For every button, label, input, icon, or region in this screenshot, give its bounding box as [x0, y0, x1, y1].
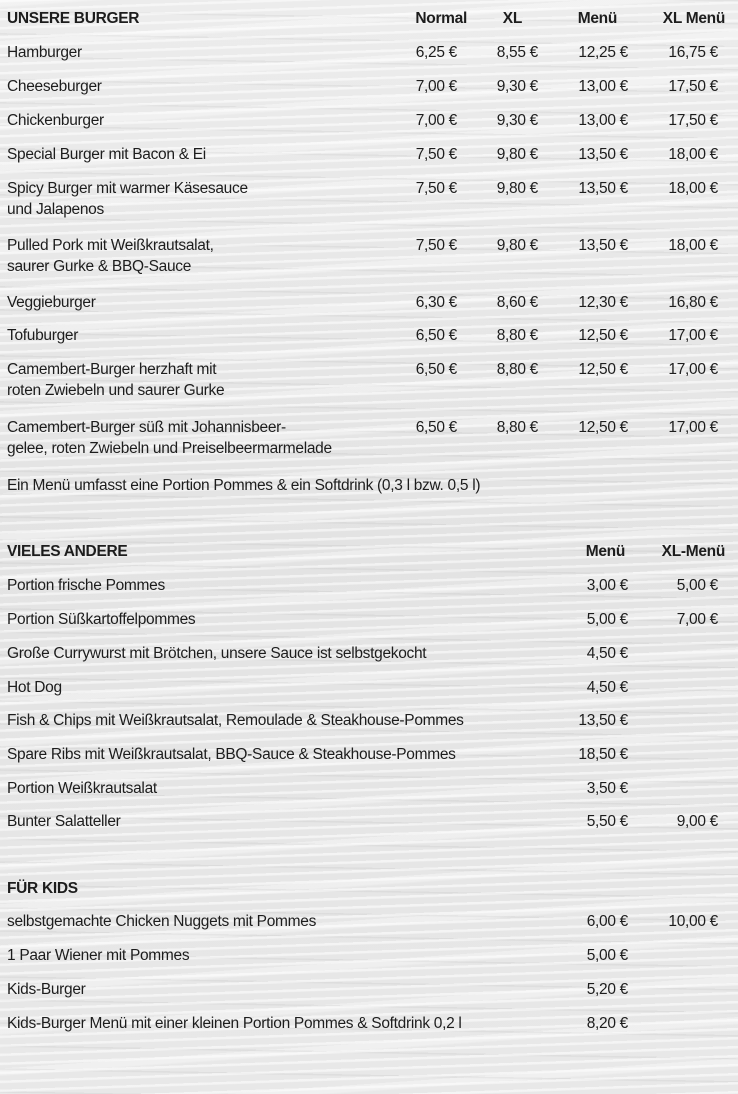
price-xl-menu: 5,00 €	[676, 577, 718, 594]
price-menu: 5,50 €	[586, 813, 628, 830]
price-menu: 5,00 €	[586, 611, 628, 628]
item-name: Hamburger	[7, 44, 82, 61]
header-normal: Normal	[415, 10, 467, 27]
price-xl-menu: 7,00 €	[676, 611, 718, 628]
price-xl-menu: 10,00 €	[668, 913, 718, 930]
price-xl-menu: 18,00 €	[668, 146, 718, 163]
price-normal: 6,25 €	[415, 44, 457, 61]
price-normal: 7,00 €	[415, 112, 457, 129]
item-name: Hot Dog	[7, 679, 62, 696]
price-menu: 12,50 €	[578, 419, 628, 436]
item-name: Pulled Pork mit Weißkrautsalat,	[7, 237, 214, 254]
price-menu: 12,30 €	[578, 294, 628, 311]
price-menu: 3,50 €	[586, 780, 628, 797]
burger-section-title: UNSERE BURGER	[7, 10, 140, 27]
item-name: Bunter Salatteller	[7, 813, 121, 830]
price-normal: 7,50 €	[415, 146, 457, 163]
price-xl: 9,80 €	[496, 237, 538, 254]
price-xl: 8,80 €	[496, 361, 538, 378]
price-normal: 6,50 €	[415, 419, 457, 436]
item-name: Große Currywurst mit Brötchen, unsere Sauce ist selbstgekocht	[7, 645, 427, 662]
item-name: selbstgemachte Chicken Nuggets mit Pommes	[7, 913, 317, 930]
price-normal: 6,50 €	[415, 327, 457, 344]
header-xl-menu: XL-Menü	[661, 543, 725, 560]
price-xl-menu: 17,50 €	[668, 78, 718, 95]
item-name: Tofuburger	[7, 327, 79, 344]
item-name: Spicy Burger mit warmer Käsesauce	[7, 180, 248, 197]
price-xl-menu: 18,00 €	[668, 237, 718, 254]
item-name: Fish & Chips mit Weißkrautsalat, Remoulade & Steakhouse-Pommes	[7, 712, 464, 729]
header-xl: XL	[502, 10, 522, 27]
price-xl: 9,30 €	[496, 78, 538, 95]
price-xl: 8,55 €	[496, 44, 538, 61]
price-menu: 8,20 €	[586, 1015, 628, 1032]
item-name: Kids-Burger Menü mit einer kleinen Portion Pommes & Softdrink 0,2 l	[7, 1015, 462, 1032]
item-name: Camembert-Burger herzhaft mit	[7, 361, 217, 378]
price-menu: 5,00 €	[586, 947, 628, 964]
price-xl-menu: 9,00 €	[676, 813, 718, 830]
price-xl-menu: 16,80 €	[668, 294, 718, 311]
price-xl: 8,80 €	[496, 327, 538, 344]
price-normal: 6,50 €	[415, 361, 457, 378]
price-xl-menu: 16,75 €	[668, 44, 718, 61]
others-section-title: VIELES ANDERE	[7, 543, 128, 560]
item-name: Spare Ribs mit Weißkrautsalat, BBQ-Sauce & Steakhouse-Pommes	[7, 746, 456, 763]
item-name: Veggieburger	[7, 294, 96, 311]
price-xl-menu: 17,00 €	[668, 327, 718, 344]
price-menu: 5,20 €	[586, 981, 628, 998]
price-xl: 9,80 €	[496, 180, 538, 197]
price-menu: 13,50 €	[578, 712, 628, 729]
price-xl: 9,30 €	[496, 112, 538, 129]
price-normal: 6,30 €	[415, 294, 457, 311]
price-xl-menu: 17,00 €	[668, 419, 718, 436]
price-menu: 12,50 €	[578, 361, 628, 378]
price-menu: 12,25 €	[578, 44, 628, 61]
price-xl-menu: 18,00 €	[668, 180, 718, 197]
price-xl: 8,60 €	[496, 294, 538, 311]
price-menu: 3,00 €	[586, 577, 628, 594]
item-name-line2: saurer Gurke & BBQ-Sauce	[7, 258, 192, 275]
price-xl: 8,80 €	[496, 419, 538, 436]
item-name: Special Burger mit Bacon & Ei	[7, 146, 206, 163]
item-name-line2: und Jalapenos	[7, 201, 104, 218]
price-menu: 13,50 €	[578, 180, 628, 197]
menu-note: Ein Menü umfasst eine Portion Pommes & ein Softdrink (0,3 l bzw. 0,5 l)	[7, 477, 481, 494]
price-menu: 6,00 €	[586, 913, 628, 930]
item-name: Kids-Burger	[7, 981, 86, 998]
item-name: Portion Süßkartoffelpommes	[7, 611, 196, 628]
price-menu: 13,00 €	[578, 78, 628, 95]
item-name: Portion Weißkrautsalat	[7, 780, 157, 797]
item-name: Portion frische Pommes	[7, 577, 165, 594]
price-normal: 7,50 €	[415, 180, 457, 197]
item-name: Camembert-Burger süß mit Johannisbeer-	[7, 419, 286, 436]
item-name-line2: roten Zwiebeln und saurer Gurke	[7, 382, 225, 399]
price-menu: 18,50 €	[578, 746, 628, 763]
price-menu: 4,50 €	[586, 645, 628, 662]
price-menu: 13,50 €	[578, 237, 628, 254]
price-menu: 13,00 €	[578, 112, 628, 129]
price-xl-menu: 17,00 €	[668, 361, 718, 378]
header-menu: Menü	[585, 543, 625, 560]
price-normal: 7,50 €	[415, 237, 457, 254]
price-xl: 9,80 €	[496, 146, 538, 163]
header-xl-menu: XL Menü	[662, 10, 725, 27]
item-name: Chickenburger	[7, 112, 104, 129]
item-name: 1 Paar Wiener mit Pommes	[7, 947, 190, 964]
item-name-line2: gelee, roten Zwiebeln und Preiselbeermarmelade	[7, 440, 332, 457]
price-normal: 7,00 €	[415, 78, 457, 95]
price-menu: 13,50 €	[578, 146, 628, 163]
header-menu: Menü	[577, 10, 617, 27]
price-xl-menu: 17,50 €	[668, 112, 718, 129]
price-menu: 4,50 €	[586, 679, 628, 696]
price-menu: 12,50 €	[578, 327, 628, 344]
kids-section-title: FÜR KIDS	[7, 880, 78, 897]
item-name: Cheeseburger	[7, 78, 102, 95]
